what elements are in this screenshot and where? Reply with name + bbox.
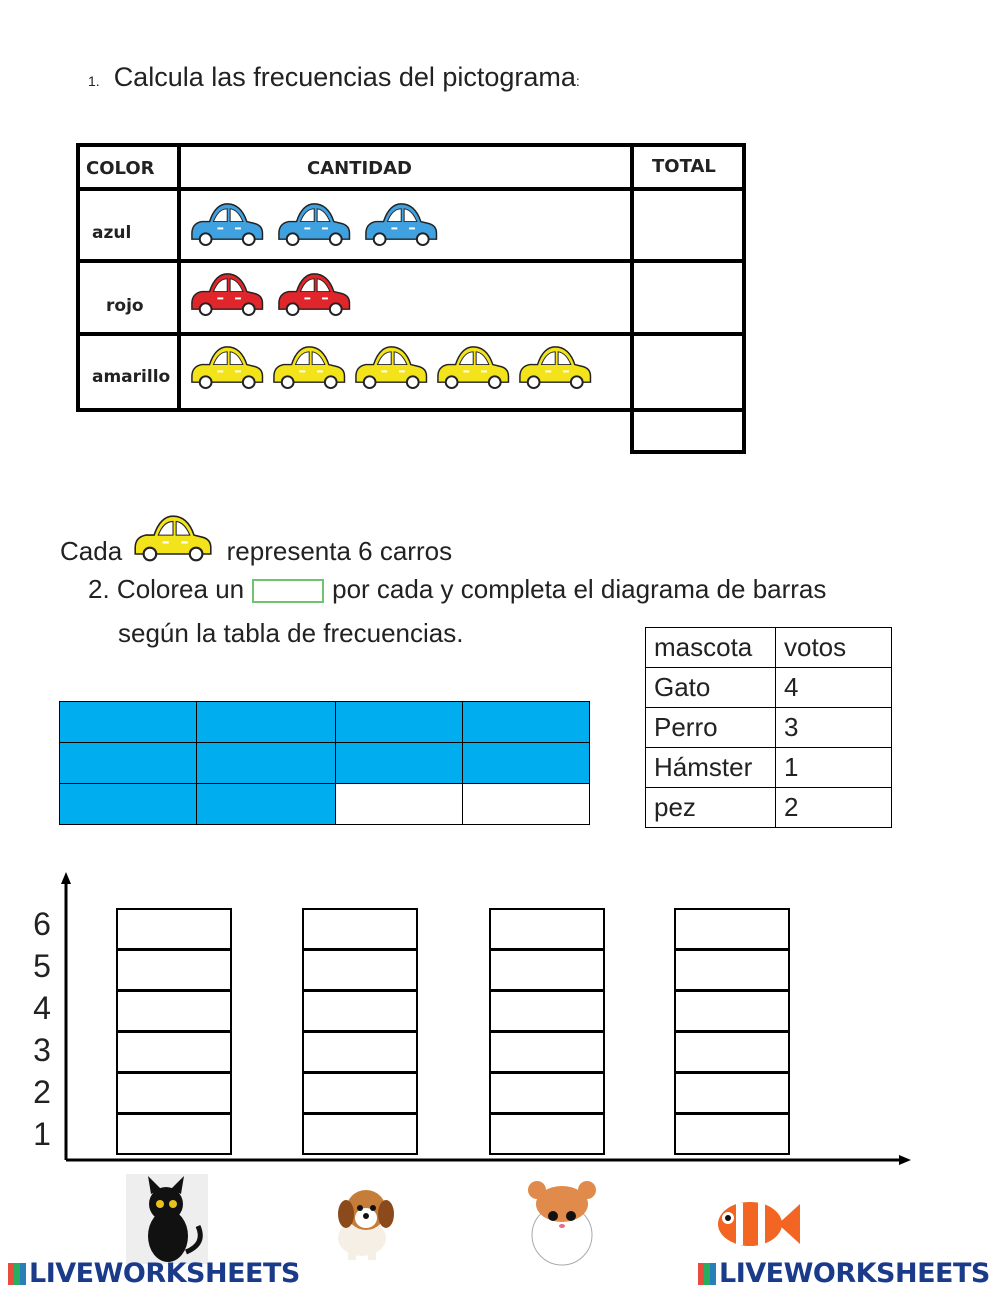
grid-cell[interactable] — [462, 701, 590, 743]
colored-grid — [59, 701, 589, 823]
bar-cell-gato[interactable] — [116, 1072, 232, 1114]
green-box-icon — [252, 579, 324, 603]
liveworksheets-logo: LIVEWORKSHEETS — [8, 1258, 300, 1289]
bar-cell-gato[interactable] — [116, 1113, 232, 1155]
grid-cell[interactable] — [196, 701, 336, 743]
bar-cell-hámster[interactable] — [489, 949, 605, 991]
grid-cell[interactable] — [462, 783, 590, 825]
bar-cell-pez[interactable] — [674, 1072, 790, 1114]
bar-cell-perro[interactable] — [302, 949, 418, 991]
question-number: 1. — [88, 73, 100, 89]
car-icon — [192, 204, 263, 245]
car-icon — [279, 204, 350, 245]
table-row: pez 2 — [646, 788, 892, 828]
legend — [60, 512, 452, 568]
bar-cell-gato[interactable] — [116, 908, 232, 950]
grid-cell[interactable] — [462, 742, 590, 784]
bar-cell-gato[interactable] — [116, 1031, 232, 1073]
grid-cell[interactable] — [59, 783, 197, 825]
bar-cell-perro[interactable] — [302, 990, 418, 1032]
grid-cell[interactable] — [59, 742, 197, 784]
car-icon — [366, 204, 437, 245]
header-color: COLOR — [86, 158, 155, 179]
cat-icon — [126, 1174, 208, 1264]
y-tick-label: 3 — [33, 1032, 51, 1068]
table-row: Gato 4 — [646, 668, 892, 708]
table-row: Hámster 1 — [646, 748, 892, 788]
bar-cell-pez[interactable] — [674, 1031, 790, 1073]
bar-cell-hámster[interactable] — [489, 908, 605, 950]
pictogram-table — [76, 143, 746, 458]
header-total: TOTAL — [652, 156, 716, 177]
bar-cell-hámster[interactable] — [489, 1113, 605, 1155]
bar-cell-pez[interactable] — [674, 990, 790, 1032]
car-icon — [131, 512, 217, 568]
bar-cell-gato[interactable] — [116, 990, 232, 1032]
bar-cell-hámster[interactable] — [489, 1031, 605, 1073]
y-tick-label: 4 — [33, 990, 51, 1026]
bar-cell-pez[interactable] — [674, 1113, 790, 1155]
frequency-table — [645, 627, 892, 828]
y-tick-label: 2 — [33, 1074, 51, 1110]
car-icon — [520, 347, 591, 388]
car-icon — [279, 274, 350, 315]
bar-cell-perro[interactable] — [302, 1031, 418, 1073]
bar-cell-pez[interactable] — [674, 908, 790, 950]
bar-cell-perro[interactable] — [302, 1072, 418, 1114]
liveworksheets-logo: LIVEWORKSHEETS — [698, 1258, 990, 1289]
dog-icon — [318, 1180, 404, 1262]
bar-cell-hámster[interactable] — [489, 1072, 605, 1114]
row-label-amarillo: amarillo — [92, 367, 171, 387]
total-input-sum[interactable] — [636, 414, 740, 448]
bar-cell-perro[interactable] — [302, 908, 418, 950]
legend-prefix: Cada — [60, 536, 123, 566]
grid-cell[interactable] — [335, 701, 463, 743]
grid-cell[interactable] — [335, 783, 463, 825]
car-icon — [274, 347, 345, 388]
legend-suffix: representa 6 carros — [226, 536, 453, 566]
question-1: 1. Calcula las frecuencias del pictograma: — [88, 62, 580, 92]
car-icon — [192, 274, 263, 315]
grid-cell[interactable] — [196, 742, 336, 784]
grid-cell[interactable] — [196, 783, 336, 825]
question-text: Calcula las frecuencias del pictograma — [113, 62, 576, 92]
car-icon — [356, 347, 427, 388]
table-row: Perro 3 — [646, 708, 892, 748]
row-label-rojo: rojo — [106, 296, 144, 316]
bar-cell-gato[interactable] — [116, 949, 232, 991]
question-2: 2. Colorea un por cada y completa el diagrama de barras según la tabla de frecuencias. — [88, 574, 827, 648]
table-header: votos — [776, 628, 892, 668]
row-label-azul: azul — [92, 223, 132, 243]
grid-cell[interactable] — [59, 701, 197, 743]
bar-cell-pez[interactable] — [674, 949, 790, 991]
fish-icon — [708, 1186, 802, 1258]
y-tick-label: 6 — [33, 906, 51, 942]
bar-chart — [0, 860, 1000, 1170]
car-icon — [438, 347, 509, 388]
hamster-icon — [517, 1180, 607, 1268]
bar-cell-hámster[interactable] — [489, 990, 605, 1032]
y-tick-label: 1 — [33, 1116, 51, 1152]
table-header: mascota — [646, 628, 776, 668]
y-tick-label: 5 — [33, 948, 51, 984]
car-icons — [76, 143, 746, 413]
grid-cell[interactable] — [335, 742, 463, 784]
bar-cell-perro[interactable] — [302, 1113, 418, 1155]
header-quantity: CANTIDAD — [307, 158, 412, 179]
car-icon — [192, 347, 263, 388]
